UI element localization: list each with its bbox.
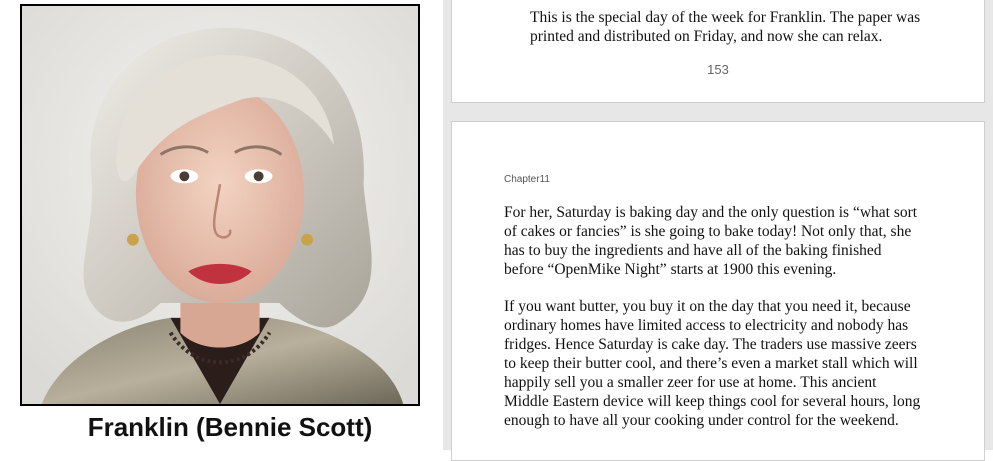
chapter-label: Chapter11	[504, 174, 550, 185]
portrait-image	[20, 4, 420, 406]
page-number: 153	[707, 62, 729, 77]
portrait-caption: Franklin (Bennie Scott)	[87, 412, 373, 442]
paragraph: If you want butter, you buy it on the day that you need it, because ordinary homes have limited access to electricity and nobody has fridges. Hence Saturday is cake day. The traders use massive zeers to keep their butter cool, and there’s even a market stall which will happily sell you a smaller zeer for use at home. This ancient Middle Eastern device will keep things cool for several hours, long enough to have all your cooking under control for the weekend.	[504, 298, 921, 429]
current-page	[451, 121, 985, 461]
paragraph: For her, Saturday is baking day and the only question is “what sort of cakes or fancies” is she going to bake today! Not only that, she has to buy the ingredients and have all of the baking finished before “OpenMike Night” starts at 1900 this evening.	[504, 204, 918, 278]
previous-page	[451, 0, 985, 103]
document-viewer[interactable]	[443, 0, 993, 450]
previous-page-text: This is the special day of the week for Franklin. The paper was printed and distributed on Friday, and now she can relax.	[530, 9, 921, 45]
portrait-illustration	[22, 6, 418, 404]
